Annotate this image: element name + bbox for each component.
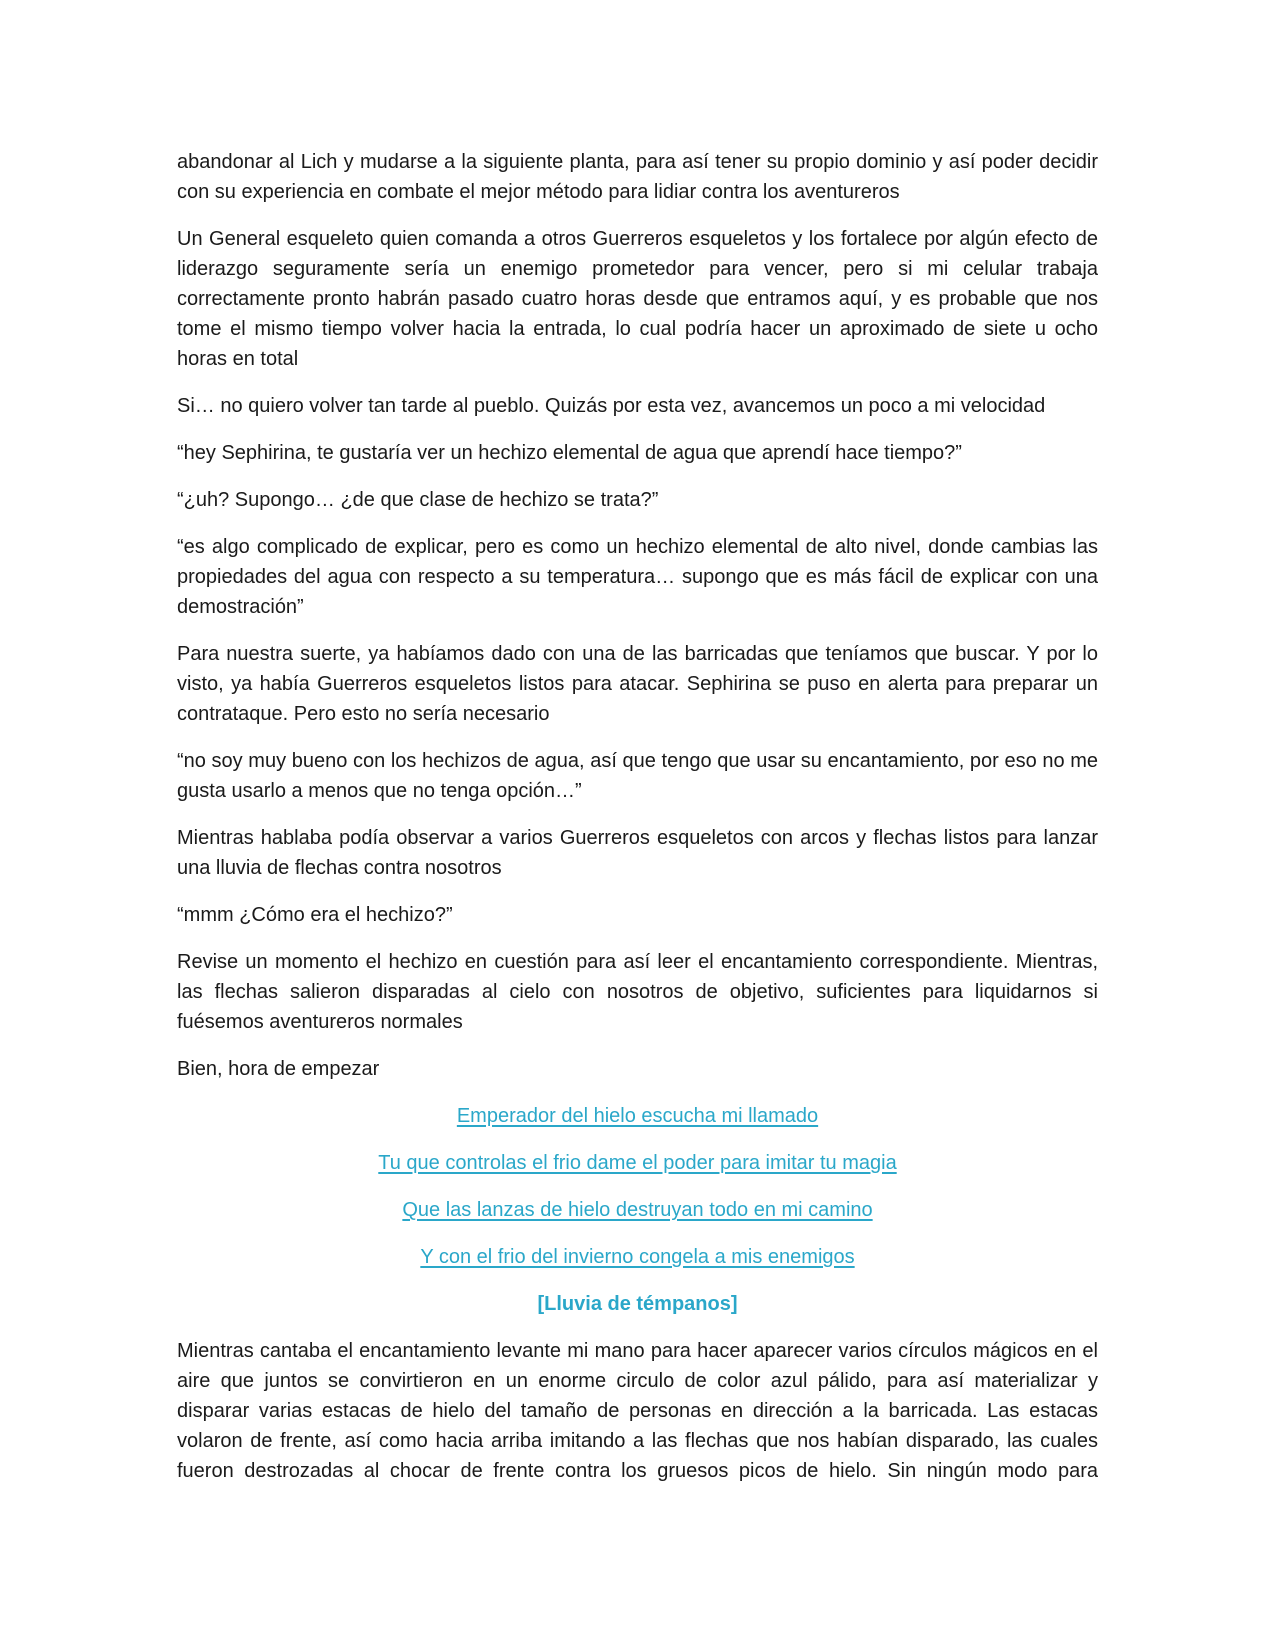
paragraph: abandonar al Lich y mudarse a la siguiente planta, para así tener su propio dominio y así poder decidir con su experiencia en combate el mejor método para lidiar contra los aventureros xyxy=(177,151,1098,203)
dialogue-paragraph: “mmm ¿Cómo era el hechizo?” xyxy=(177,904,453,926)
dialogue-paragraph: “es algo complicado de explicar, pero es como un hechizo elemental de alto nivel, donde cambias las propiedades del agua con respecto a su temperatura… supongo que es más fácil de explicar con una demostración” xyxy=(177,536,1098,618)
paragraph: Bien, hora de empezar xyxy=(177,1058,380,1080)
paragraph: Mientras hablaba podía observar a varios Guerreros esqueletos con arcos y flechas listos para lanzar una lluvia de flechas contra nosotros xyxy=(177,827,1098,879)
spell-line-text: Y con el frio del invierno congela a mis enemigos xyxy=(420,1246,855,1268)
spell-line xyxy=(177,1101,1098,1131)
document-page xyxy=(177,147,1098,1503)
paragraph: Si… no quiero volver tan tarde al pueblo. Quizás por esta vez, avancemos un poco a mi velocidad xyxy=(177,395,1046,417)
dialogue-paragraph: “hey Sephirina, te gustaría ver un hechizo elemental de agua que aprendí hace tiempo?” xyxy=(177,442,962,464)
spell-line-text: Emperador del hielo escucha mi llamado xyxy=(456,1105,819,1127)
dialogue-paragraph: “no soy muy bueno con los hechizos de agua, así que tengo que usar su encantamiento, por eso no me gusta usarlo a menos que no tenga opción…” xyxy=(177,750,1098,802)
paragraph: Un General esqueleto quien comanda a otros Guerreros esqueletos y los fortalece por algún efecto de liderazgo seguramente sería un enemigo prometedor para vencer, pero si mi celular trabaja correctamente pronto habrán pasado cuatro horas desde que entramos aquí, y es probable que nos tome el mismo tiempo volver hacia la entrada, lo cual podría hacer un aproximado de siete u ocho horas en total xyxy=(177,228,1098,370)
spell-line-text: Tu que controlas el frio dame el poder para imitar tu magia xyxy=(378,1152,897,1174)
paragraph: Para nuestra suerte, ya habíamos dado con una de las barricadas que teníamos que buscar. Y por lo visto, ya había Guerreros esqueletos listos para atacar. Sephirina se puso en alerta para preparar un contrataque. Pero esto no sería necesario xyxy=(177,643,1098,725)
spell-line xyxy=(177,1242,1098,1272)
spell-line-text: Que las lanzas de hielo destruyan todo en mi camino xyxy=(402,1199,873,1221)
spell-line xyxy=(177,1195,1098,1225)
paragraph: Mientras cantaba el encantamiento levante mi mano para hacer aparecer varios círculos mágicos en el aire que juntos se convirtieron en un enorme circulo de color azul pálido, para así materializar y disparar varias estacas de hielo del tamaño de personas en dirección a la barricada. Las estacas volaron de frente, así como hacia arriba imitando a las flechas que nos habían disparado, las cuales fueron destrozadas al chocar de frente contra los gruesos picos de hielo. Sin ningún modo para xyxy=(177,1340,1098,1482)
spell-line xyxy=(177,1148,1098,1178)
dialogue-paragraph: “¿uh? Supongo… ¿de que clase de hechizo se trata?” xyxy=(177,489,659,511)
spell-name: [Lluvia de témpanos] xyxy=(537,1293,738,1315)
paragraph: Revise un momento el hechizo en cuestión para así leer el encantamiento correspondiente. Mientras, las flechas salieron disparadas al cielo con nosotros de objetivo, suficientes para liquidarnos si fuésemos aventureros normales xyxy=(177,951,1098,1033)
